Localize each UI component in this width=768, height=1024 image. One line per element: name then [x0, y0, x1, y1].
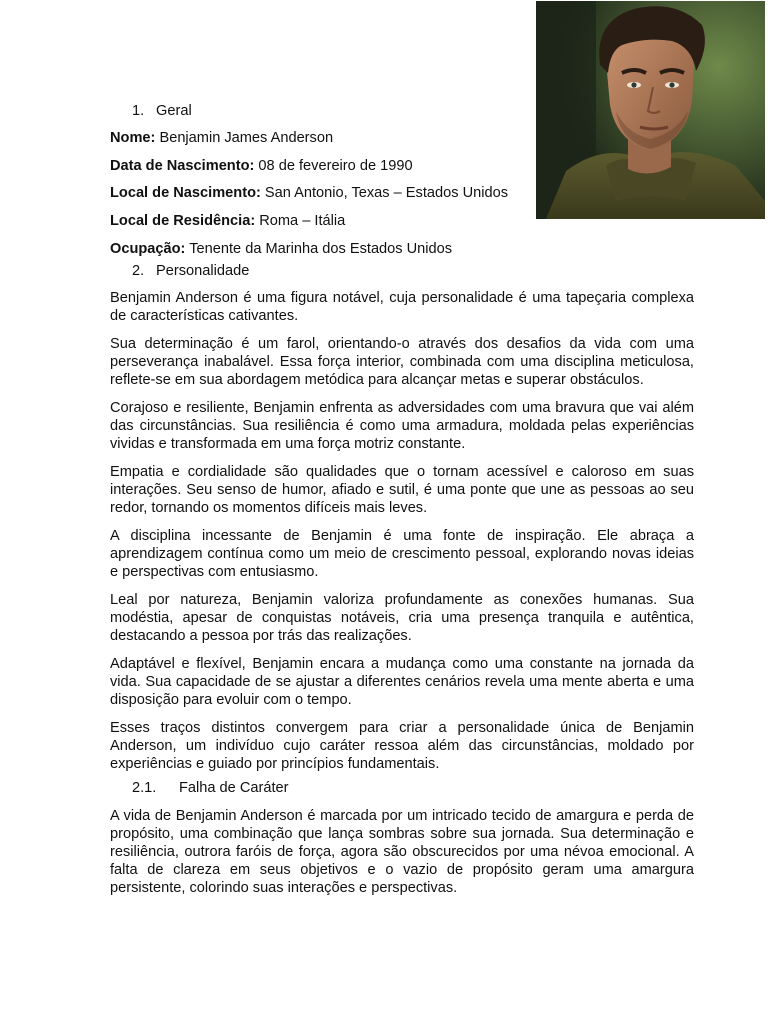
section-heading-geral [110, 102, 694, 120]
paragraph: A disciplina incessante de Benjamin é uma fonte de inspiração. Ele abraça a aprendizagem contínua como um meio de crescimento pessoal, explorando novas ideias e perspectivas com entusiasmo. [110, 527, 694, 581]
field-value: Benjamin James Anderson [159, 130, 334, 147]
field-local-residencia [110, 212, 694, 230]
field-local-nascimento [110, 184, 694, 202]
paragraph: Esses traços distintos convergem para criar a personalidade única de Benjamin Anderson, um indivíduo cujo caráter ressoa além das circunstâncias, moldado por experiências e guiado por princípios fundamentais. [110, 719, 694, 773]
field-label: Data de Nascimento: [110, 157, 255, 174]
section-number: 2.1. [132, 780, 157, 797]
section-title: Falha de Caráter [179, 780, 289, 797]
section-title: Personalidade [156, 262, 250, 279]
field-label: Local de Residência: [110, 212, 256, 229]
paragraph: Leal por natureza, Benjamin valoriza profundamente as conexões humanas. Sua modéstia, apesar de conquistas notáveis, cria uma presença tranquila e autêntica, destacando a pessoa por trás das realizações. [110, 591, 694, 645]
paragraph: Sua determinação é um farol, orientando-o através dos desafios da vida com uma perseverança inabalável. Essa força interior, combinada com uma disciplina meticulosa, reflete-se em sua abordagem metódica para alcançar metas e superar obstáculos. [110, 335, 694, 389]
paragraph: A vida de Benjamin Anderson é marcada por um intricado tecido de amargura e perda de propósito, uma combinação que lança sombras sobre sua jornada. Sua determinação e resiliência, outrora faróis de força, agora são obscurecidos por uma névoa emocional. A falta de clareza em seus objetivos e o vazio de propósito geram uma amargura persistente, colorindo suas interações e perspectivas. [110, 807, 694, 897]
section-heading-personalidade [110, 262, 694, 280]
paragraph: Corajoso e resiliente, Benjamin enfrenta as adversidades com uma bravura que vai além das circunstâncias. Sua resiliência é como uma armadura, moldada pelas experiências vividas e transformada em uma força motriz constante. [110, 399, 694, 453]
section-number: 1. [132, 103, 145, 119]
section-heading-falha-carater [110, 779, 694, 797]
paragraph: Benjamin Anderson é uma figura notável, cuja personalidade é uma tapeçaria complexa de características cativantes. [110, 289, 694, 325]
field-value: 08 de fevereiro de 1990 [258, 157, 413, 174]
paragraph: Adaptável e flexível, Benjamin encara a mudança como uma constante na jornada da vida. Sua capacidade de se ajustar a diferentes cenários revela uma mente aberta e uma disposição para evoluir com o tempo. [110, 655, 694, 709]
document-body [110, 100, 694, 907]
field-label: Local de Nascimento: [110, 185, 261, 202]
field-value: Roma – Itália [259, 212, 346, 229]
field-label: Ocupação: [110, 240, 186, 257]
section-title: Geral [156, 103, 192, 119]
field-data-nascimento [110, 157, 694, 175]
section-number: 2. [132, 262, 145, 279]
field-label: Nome: [110, 130, 156, 147]
field-value: San Antonio, Texas – Estados Unidos [264, 185, 509, 202]
field-ocupacao [110, 240, 694, 258]
field-nome [110, 129, 694, 147]
field-value: Tenente da Marinha dos Estados Unidos [189, 240, 453, 257]
paragraph: Empatia e cordialidade são qualidades que o tornam acessível e caloroso em suas interações. Seu senso de humor, afiado e sutil, é uma ponte que une as pessoas ao seu redor, tornando os momentos difíceis mais leves. [110, 463, 694, 517]
